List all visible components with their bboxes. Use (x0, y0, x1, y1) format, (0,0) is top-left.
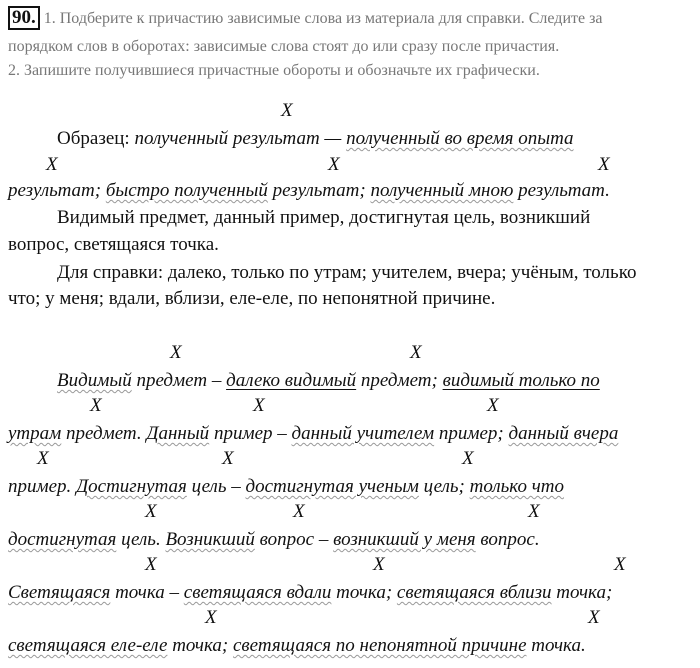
underlined-phrase: Светящаяся (8, 582, 111, 603)
dependent-word-marker: X (253, 395, 265, 416)
text-segment: вопрос. (475, 529, 540, 550)
dependent-word-marker: X (145, 501, 157, 522)
sample-label: Образец: (57, 128, 130, 149)
underlined-phrase: светящаяся вдали (183, 582, 332, 603)
underlined-phrase: Данный (146, 423, 210, 444)
dependent-word-marker: X (293, 501, 305, 522)
underlined-phrase: данный вчера (508, 423, 619, 444)
dependent-word-marker: X (90, 395, 102, 416)
text-segment: цель. (116, 529, 166, 550)
underlined-phrase: достигнутая ученым (245, 476, 419, 497)
text-segment: точка – (110, 582, 184, 603)
text-segment: пример – (209, 423, 292, 444)
underlined-phrase: Видимый (57, 370, 132, 391)
underlined-phrase: далеко видимый (226, 370, 357, 391)
answer-line (57, 370, 600, 392)
answer-line (8, 582, 612, 604)
underlined-phrase: полученный во время опыта (346, 128, 574, 149)
text-segment: пример. (8, 476, 77, 497)
text-segment: вопрос – (254, 529, 334, 550)
dependent-word-marker: X (614, 554, 626, 575)
answer-line (8, 529, 540, 551)
sample-line-1 (57, 128, 574, 150)
sample-line-2 (8, 180, 610, 202)
dependent-word-marker: X (528, 501, 540, 522)
dependent-word-marker: X (487, 395, 499, 416)
dependent-word-marker: X (373, 554, 385, 575)
dependent-word-marker: X (46, 154, 58, 175)
underlined-phrase: быстро полученный (105, 180, 268, 201)
text-segment: полученный результат — (134, 128, 347, 149)
answer-line (8, 476, 564, 498)
task-line-3: 2. Запишите получившиеся причастные обороты и обозначьте их графически. (8, 62, 540, 79)
text-segment: предмет – (131, 370, 227, 391)
dependent-word-marker: X (37, 448, 49, 469)
text-segment: предмет. (61, 423, 147, 444)
task-line-2: порядком слов в оборотах: зависимые слова стоят до или сразу после причастия. (8, 38, 560, 55)
reference-line-2: что; у меня; вдали, вблизи, еле-еле, по непонятной причине. (8, 288, 496, 309)
dependent-word-marker: X (145, 554, 157, 575)
dependent-word-marker: X (170, 342, 182, 363)
underlined-phrase: светящаяся еле-еле (8, 635, 168, 656)
reference-line-1: Для справки: далеко, только по утрам; учителем, вчера; учёным, только (57, 262, 637, 283)
underlined-phrase: светящаяся вблизи (396, 582, 552, 603)
text-segment: точка. (526, 635, 586, 656)
text-segment: точка; (551, 582, 613, 603)
underlined-phrase: достигнутая (8, 529, 117, 550)
text-segment: цель – (186, 476, 246, 497)
text-segment: точка; (331, 582, 397, 603)
text-segment: результат. (513, 180, 610, 201)
underlined-phrase: данный учителем (291, 423, 435, 444)
dependent-word-marker: X (588, 607, 600, 628)
dependent-word-marker: X (281, 100, 293, 121)
underlined-phrase: Достигнутая (76, 476, 187, 497)
underlined-phrase: Возникший (165, 529, 255, 550)
underlined-phrase: возникший у меня (333, 529, 476, 550)
words-line-1: Видимый предмет, данный пример, достигнутая цель, возникший (57, 207, 591, 228)
underlined-phrase: светящаяся по непонятной причине (233, 635, 527, 656)
words-line-2: вопрос, светящаяся точка. (8, 234, 219, 255)
text-segment: пример; (434, 423, 509, 444)
dependent-word-marker: X (598, 154, 610, 175)
dependent-word-marker: X (410, 342, 422, 363)
underlined-phrase: утрам (8, 423, 62, 444)
underlined-phrase: полученный мною (370, 180, 514, 201)
sample-text (134, 128, 573, 149)
dependent-word-marker: X (462, 448, 474, 469)
task-line-1 (8, 6, 603, 30)
dependent-word-marker: X (205, 607, 217, 628)
text-segment: результат; (267, 180, 371, 201)
exercise-number: 90. (8, 6, 40, 30)
dependent-word-marker: X (222, 448, 234, 469)
task-text: 1. Подберите к причастию зависимые слова из материала для справки. Следите за (43, 10, 603, 27)
underlined-phrase: только что (469, 476, 565, 497)
answer-line (8, 423, 618, 445)
text-segment: результат; (8, 180, 106, 201)
dependent-word-marker: X (328, 154, 340, 175)
text-segment: предмет; (356, 370, 443, 391)
text-segment: цель; (418, 476, 470, 497)
answer-line (8, 635, 586, 657)
underlined-phrase: видимый только по (442, 370, 600, 391)
text-segment: точка; (167, 635, 233, 656)
